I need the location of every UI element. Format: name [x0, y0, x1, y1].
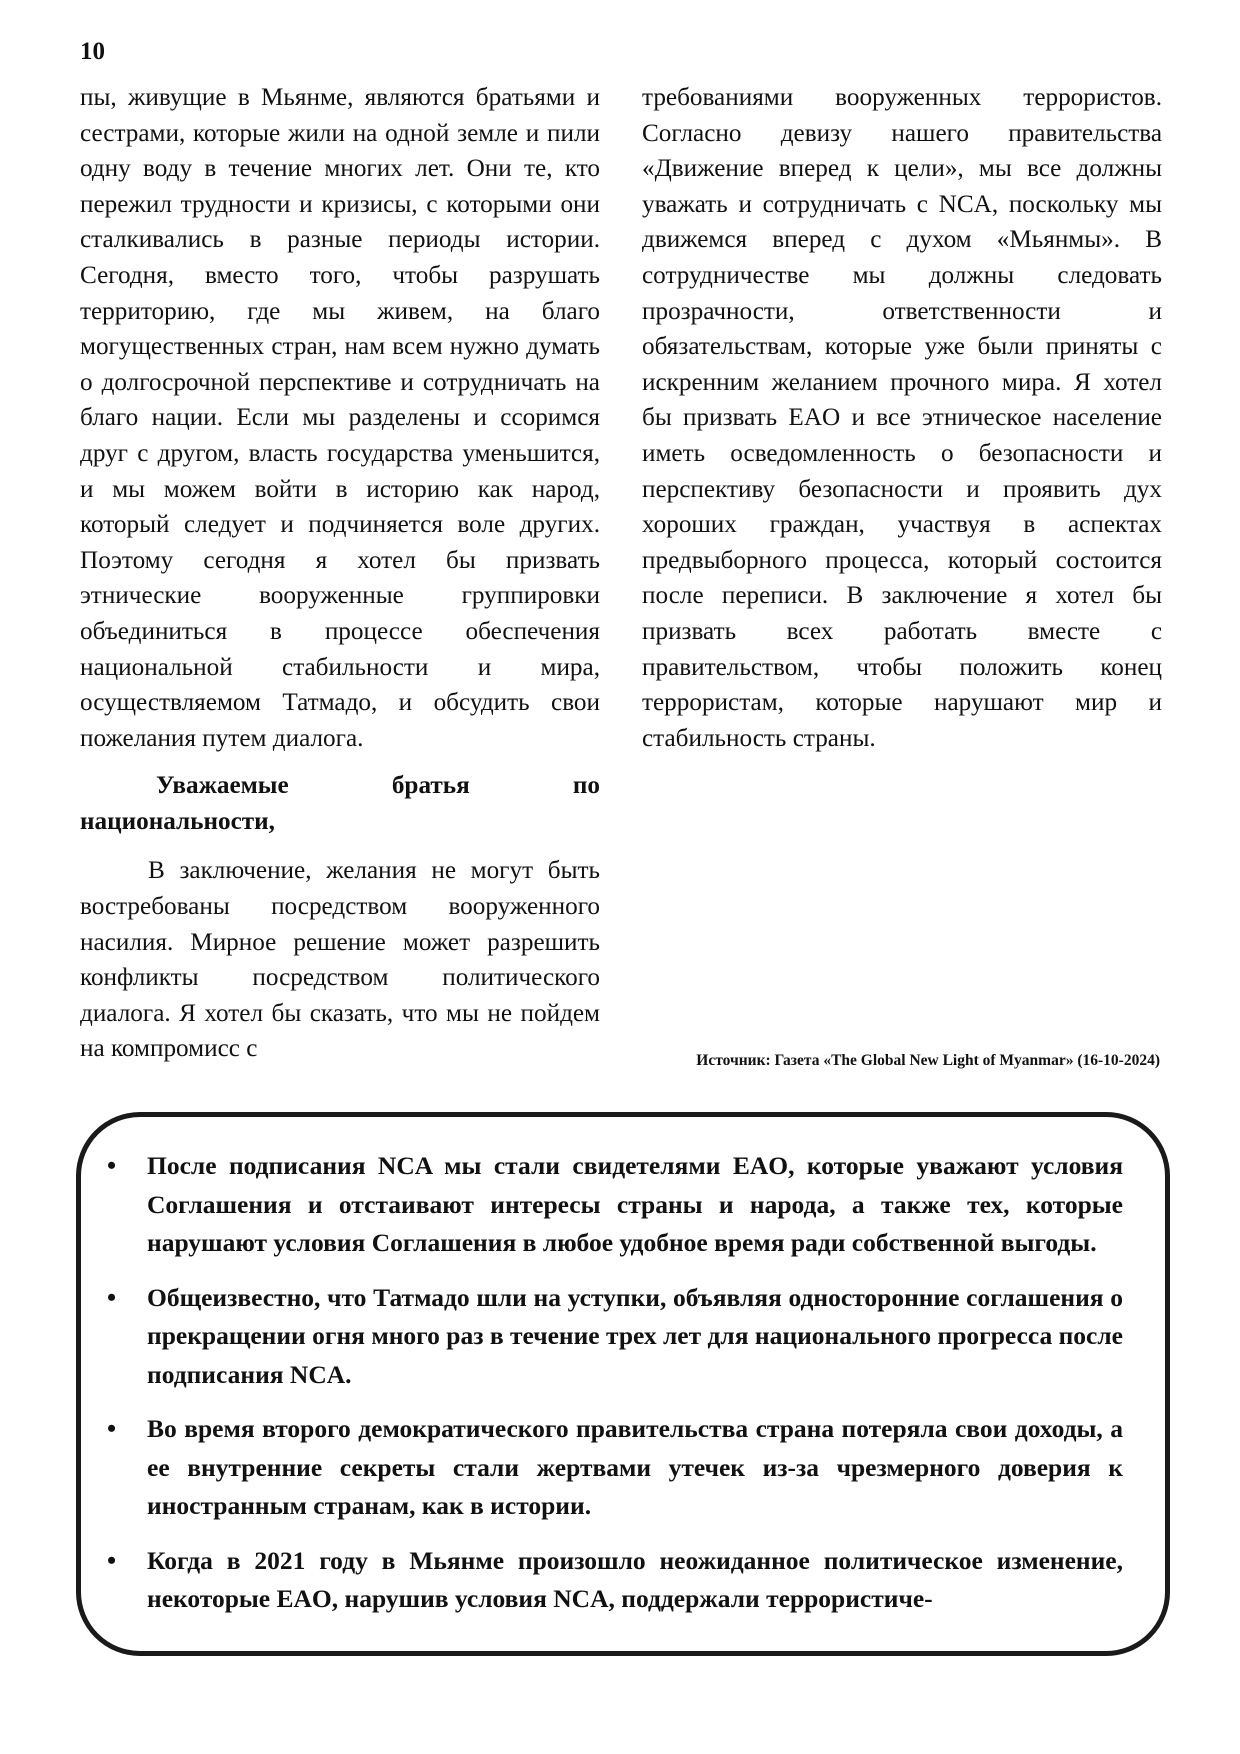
summary-item — [107, 1410, 1123, 1526]
right-paragraph-1: требованиями вооруженных террористов. Согласно девизу нашего правительства «Движение вперед к цели», мы все должны уважать и сотрудничать с NCA, поскольку мы движемся вперед с духом «Мьянмы». В сотрудничестве мы должны следовать прозрачности, ответственности и обязательствам, которые уже были приняты с искренним желанием прочного мира. Я хотел бы призвать EAO и все этническое население иметь осведомленность о безопасности и перспективу безопасности и проявить дух хороших граждан, участвуя в аспектах предвыборного процесса, который состоится после переписи. В заключение я хотел бы призвать всех работать вместе с правительством, чтобы положить конец террористам, которые нарушают мир и стабильность страны. — [642, 84, 1162, 752]
summary-item-text: После подписания NCA мы стали свидетелями EAO, которые уважают условия Соглашения и отстаивают интересы страны и народа, а также тех, которые нарушают условия Соглашения в любое удобное время ради собственной выгоды. — [147, 1151, 1123, 1257]
bullet-icon: • — [107, 1545, 117, 1575]
page-number: 10 — [80, 38, 105, 65]
summary-item-text: Общеизвестно, что Татмадо шли на уступки, объявляя односторонние соглашения о прекращении огня много раз в течение трех лет для национального прогресса после подписания NCA. — [147, 1282, 1123, 1389]
bullet-icon: • — [107, 1414, 117, 1443]
bullet-icon: • — [107, 1151, 117, 1180]
summary-item — [107, 1279, 1123, 1395]
summary-item-text: Во время второго демократического правительства страна потеряла свои доходы, а ее внутренние секреты стали жертвами утечек из-за чрезмерного доверия к иностранным странам, как в истории. — [147, 1414, 1123, 1520]
left-column — [80, 80, 600, 1067]
summary-item — [107, 1147, 1123, 1263]
left-paragraph-1: пы, живущие в Мьянме, являются братьями и сестрами, которые жили на одной земле и пили одну воду в течение многих лет. Они те, кто пережил трудности и кризисы, с которыми они сталкивались в разные периоды истории. Сегодня, вместо того, чтобы разрушать территорию, где мы живем, на благо могущественных стран, нам всем нужно думать о долгосрочной перспективе и сотрудничать на благо нации. Если мы разделены и ссоримся друг с другом, власть государства уменьшится, и мы можем войти в историю как народ, который следует и подчиняется воле других. Поэтому сегодня я хотел бы призвать этнические вооруженные группировки объединиться в процессе обеспечения национальной стабильности и мира, осуществляемом Татмадо, и обсудить свои пожелания путем диалога. — [80, 84, 600, 752]
source-citation: Источник: Газета «The Global New Light of Myanmar» (16-10-2024) — [696, 1052, 1160, 1069]
right-column — [642, 80, 1162, 756]
summary-item — [107, 1542, 1123, 1619]
left-paragraph-2: В заключение, желания не могут быть востребованы посредством вооруженного насилия. Мирное решение может разрешить конфликты посредством политического диалога. Я хотел бы сказать, что мы не пойдем на компромисс с — [80, 857, 600, 1063]
summary-box — [76, 1112, 1170, 1656]
bullet-icon: • — [107, 1282, 117, 1312]
summary-item-text: Когда в 2021 году в Мьянме произошло неожиданное политическое изменение, некоторые EAO, нарушив условия NCA, поддержали террористиче- — [147, 1545, 1123, 1613]
section-heading: Уважаемые братья по национальности, — [80, 772, 600, 835]
summary-list — [81, 1117, 1165, 1619]
